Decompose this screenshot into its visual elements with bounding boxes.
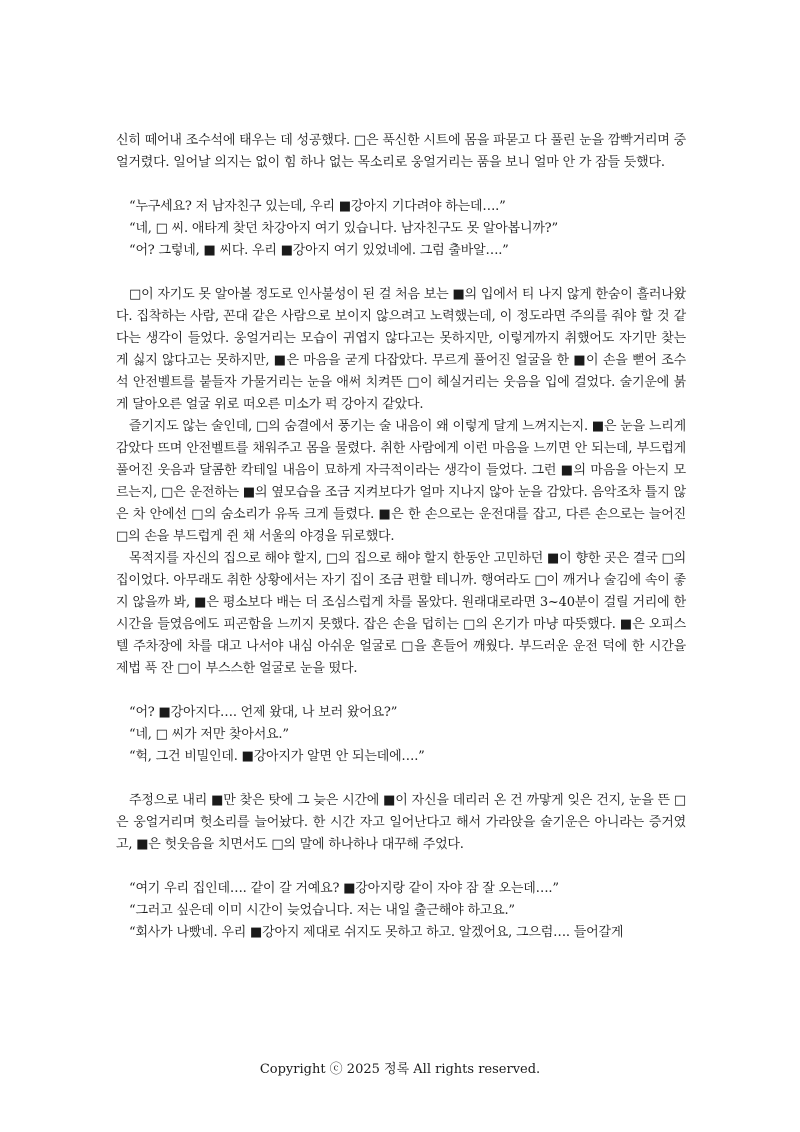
paragraph: 즐기지도 않는 술인데, □의 숨결에서 풍기는 술 내음이 왜 이렇게 달게 느껴지는지. ■은 눈을 느리게 감았다 뜨며 안전벨트를 채워주고 몸을 물렸다. 취한 사람에게 이런 마음을 느끼면 안 되는데, 부드럽게 풀어진 웃음과 달콤한 칵테일 내음이 묘하게 자극적이라는 생각이 들었다. 그런 ■의 마음을 아는지 모르는지, □은 운전하는 ■의 옆모습을 조금 지켜보다가 얼마 지나지 않아 눈을 감았다. 음악조차 틀지 않은 차 안에선 □의 숨소리가 유독 크게 들렸다. ■은 한 손으로는 운전대를 잡고, 다른 손으로는 늘어진 □의 손을 부드럽게 쥔 채 서울의 야경을 뒤로했다.	[116, 419, 686, 544]
copyright-footer: Copyright ⓒ 2025 정록 All rights reserved.	[259, 1062, 541, 1077]
paragraph: 주정으로 내리 ■만 찾은 탓에 그 늦은 시간에 ■이 자신을 데리러 온 건 까맣게 잊은 건지, 눈을 뜬 □은 웅얼거리며 헛소리를 늘어놨다. 한 시간 자고 일어난다고 해서 가라앉을 술기운은 아니라는 증거였고, ■은 헛웃음을 치면서도 □의 말에 하나하나 대꾸해 주었다.	[116, 793, 686, 852]
dialogue-line: “회사가 나빴네. 우리 ■강아지 제대로 쉬지도 못하고 하고. 알겠어요, 그으럼…. 들어갈게	[129, 925, 624, 940]
paragraph: 신히 떼어내 조수석에 태우는 데 성공했다. □은 푹신한 시트에 몸을 파묻고 다 풀린 눈을 깜빡거리며 중얼거렸다. 일어날 의지는 없이 힘 하나 없는 목소리로 웅얼거리는 품을 보니 얼마 안 가 잠들 듯했다.	[116, 133, 686, 170]
story-body	[116, 130, 686, 944]
dialogue-line: “여기 우리 집인데…. 같이 갈 거예요? ■강아지랑 같이 자야 잠 잘 오는데….”	[129, 881, 559, 896]
dialogue-line: “누구세요? 저 남자친구 있는데, 우리 ■강아지 기다려야 하는데….”	[129, 199, 506, 214]
dialogue-line: “그러고 싶은데 이미 시간이 늦었습니다. 저는 내일 출근해야 하고요.”	[129, 903, 515, 918]
paragraph: □이 자기도 못 알아볼 정도로 인사불성이 된 걸 처음 보는 ■의 입에서 티 나지 않게 한숨이 흘러나왔다. 집착하는 사람, 꼰대 같은 사람으로 보이지 않으려고 노력했는데, 이 정도라면 주의를 줘야 할 것 같다는 생각이 들었다. 웅얼거리는 모습이 귀엽지 않다고는 못하지만, 이렇게까지 취했어도 자기만 찾는 게 싫지 않다고는 못하지만, ■은 마음을 굳게 다잡았다. 무르게 풀어진 얼굴을 한 ■이 손을 뻗어 조수석 안전벨트를 붙들자 가물거리는 눈을 애써 치켜뜬 □이 헤실거리는 웃음을 입에 걸었다. 술기운에 붉게 달아오른 얼굴 위로 떠오른 미소가 퍽 강아지 같았다.	[116, 287, 686, 412]
dialogue-line: “네, □ 씨. 애타게 찾던 차강아지 여기 있습니다. 남자친구도 못 알아봅니까?”	[129, 221, 558, 236]
dialogue-line: “네, □ 씨가 저만 찾아서요.”	[129, 727, 289, 742]
paragraph: 목적지를 자신의 집으로 해야 할지, □의 집으로 해야 할지 한동안 고민하던 ■이 향한 곳은 결국 □의 집이었다. 아무래도 취한 상황에서는 자기 집이 조금 편할 테니까. 행여라도 □이 깨거나 술김에 속이 좋지 않을까 봐, ■은 평소보다 배는 더 조심스럽게 차를 몰았다. 원래대로라면 3~40분이 걸릴 거리에 한 시간을 들였음에도 피곤함을 느끼지 못했다. 잡은 손을 덥히는 □의 온기가 마냥 따뜻했다. ■은 오피스텔 주차장에 차를 대고 나서야 내심 아쉬운 얼굴로 □을 흔들어 깨웠다. 부드러운 운전 덕에 한 시간을 제법 푹 잔 □이 부스스한 얼굴로 눈을 떴다.	[116, 551, 686, 676]
dialogue-line: “어? ■강아지다…. 언제 왔대, 나 보러 왔어요?”	[129, 705, 398, 720]
dialogue-line: “어? 그렇네, ■ 씨다. 우리 ■강아지 여기 있었네에. 그럼 출바알….”	[129, 243, 509, 258]
dialogue-line: “헉, 그건 비밀인데. ■강아지가 알면 안 되는데에….”	[129, 749, 425, 764]
